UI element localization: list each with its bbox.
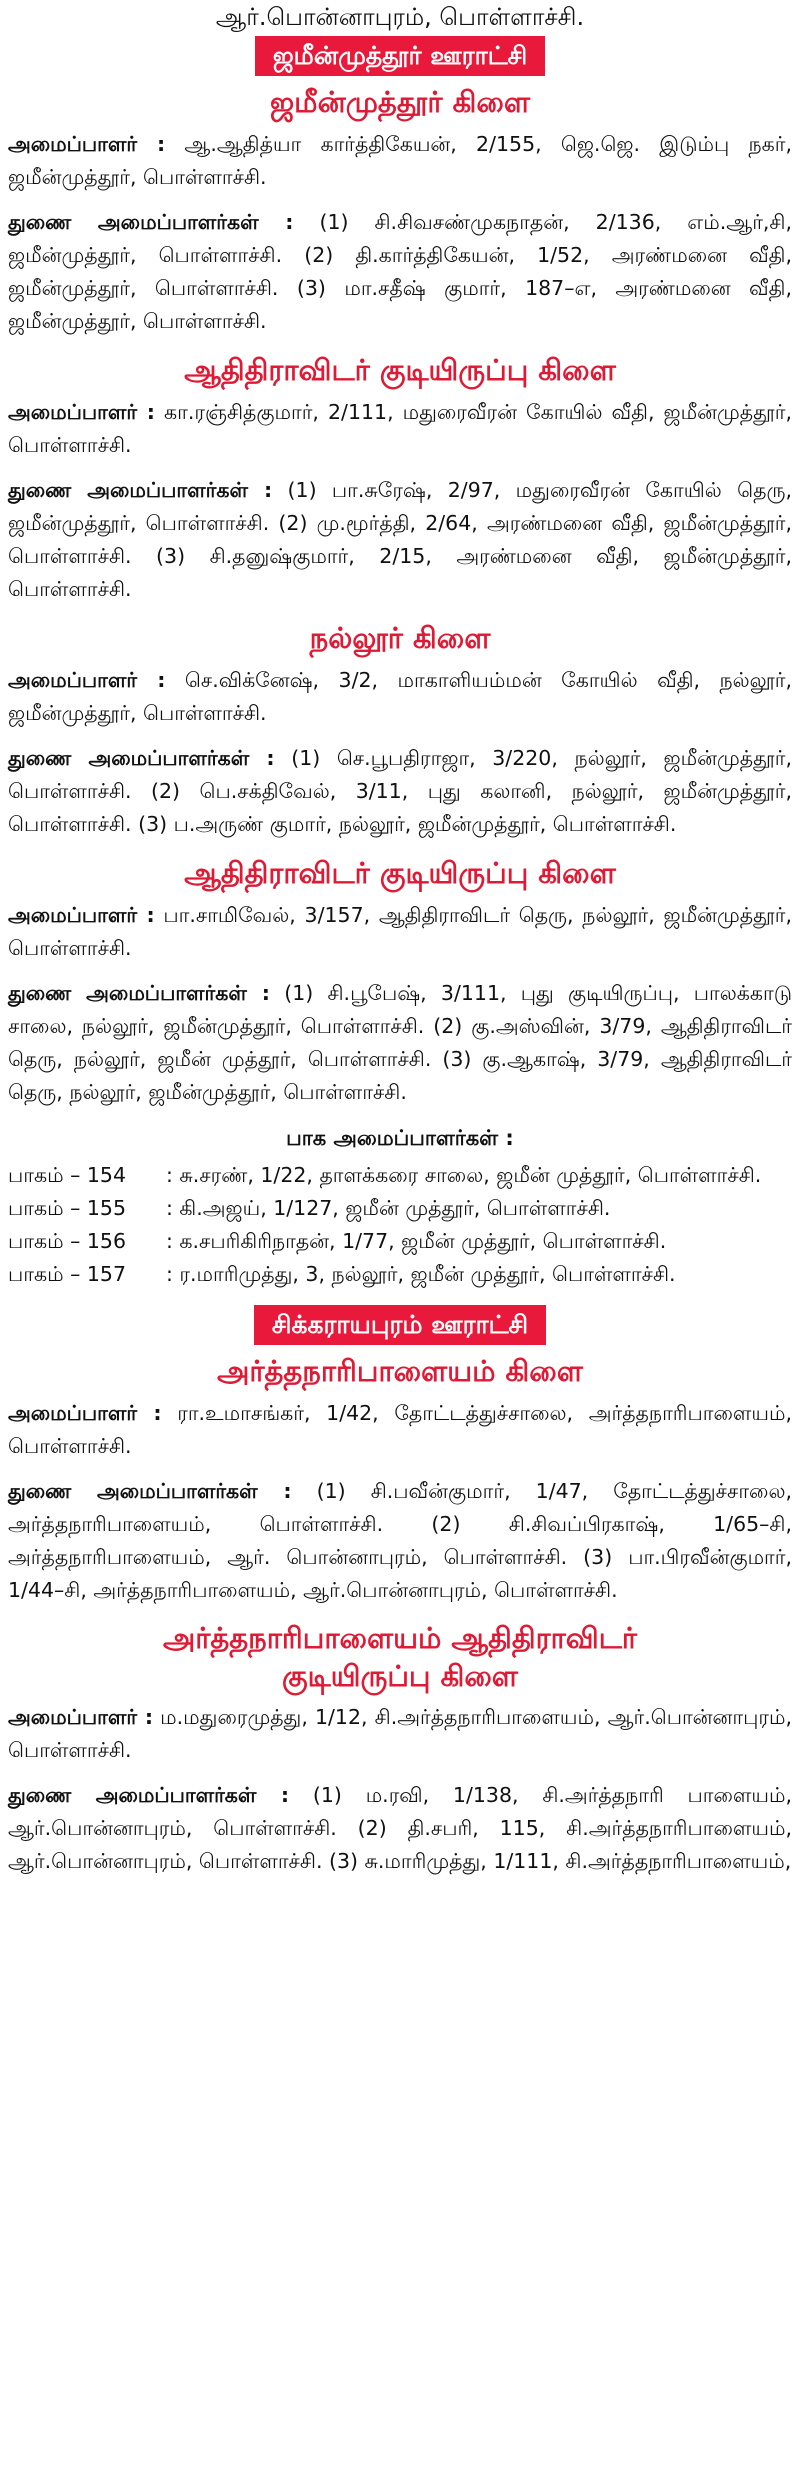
deputy-label: துணை அமைப்பாளர்கள் : <box>8 1783 290 1807</box>
organizer-text: செ.விக்னேஷ், 3/2, மாகாளியம்மன் கோயில் வீதி, நல்லூர், ஜமீன்முத்தூர், பொள்ளாச்சி. <box>8 668 792 725</box>
spacer <box>0 1291 800 1303</box>
deputy-label: துணை அமைப்பாளர்கள் : <box>8 478 273 502</box>
booth-label: பாகம் – 157 <box>8 1262 126 1286</box>
booth-label: பாகம் – 156 <box>8 1229 126 1253</box>
branch-nallur <box>0 618 800 841</box>
deputy-label: துணை அமைப்பாளர்கள் : <box>8 981 270 1005</box>
organizer-label: அமைப்பாளர் : <box>8 132 166 156</box>
section-banner-jameenmuthur: ஜமீன்முத்தூர் ஊராட்சி <box>255 36 545 76</box>
deputy-text: (1) செ.பூபதிராஜா, 3/220, நல்லூர், ஜமீன்முத்தூர், பொள்ளாச்சி. (2) பெ.சக்திவேல், 3/11, புது கலானி, நல்லூர், ஜமீன்முத்தூர், பொள்ளாச்சி. (3) ப.அருண் குமார், நல்லூர், ஜமீன்முத்தூர், பொள்ளாச்சி. <box>8 746 792 836</box>
section-banner-sikkarayapuram: சிக்கராயபுரம் ஊராட்சி <box>254 1305 546 1345</box>
deputy-paragraph <box>8 1779 792 1878</box>
booth-row <box>8 1159 792 1192</box>
organizer-text: கா.ரஞ்சித்குமார், 2/111, மதுரைவீரன் கோயில் வீதி, ஜமீன்முத்தூர், பொள்ளாச்சி. <box>8 400 792 457</box>
branch-title: ஆதிதிராவிடர் குடியிருப்பு கிளை <box>184 856 616 890</box>
organizer-paragraph <box>8 899 792 965</box>
deputy-label: துணை அமைப்பாளர்கள் : <box>8 746 275 770</box>
booth-text: : ர.மாரிமுத்து, 3, நல்லூர், ஜமீன் முத்தூர், பொள்ளாச்சி. <box>166 1262 676 1286</box>
deputy-paragraph <box>8 977 792 1109</box>
booth-row <box>8 1258 792 1291</box>
deputy-label: துணை அமைப்பாளர்கள் : <box>8 210 294 234</box>
organizer-text: ம.மதுரைமுத்து, 1/12, சி.அர்த்தநாரிபாளையம், ஆர்.பொன்னாபுரம், பொள்ளாச்சி. <box>8 1705 792 1762</box>
branch-arthanaripalayam-adidravidar <box>0 1619 800 1878</box>
booth-header: பாக அமைப்பாளர்கள் : <box>286 1126 514 1150</box>
section-banner-wrap <box>0 36 800 76</box>
deputy-text: (1) சி.சிவசண்முகநாதன், 2/136, எம்.ஆர்,சி, ஜமீன்முத்தூர், பொள்ளாச்சி. (2) தி.கார்த்திகேயன், 1/52, அரண்மனை வீதி, ஜமீன்முத்தூர், பொள்ளாச்சி. (3) மா.சதீஷ் குமார், 187–எ, அரண்மனை வீதி, ஜமீன்முத்தூர், பொள்ளாச்சி. <box>8 210 792 333</box>
branch-arthanaripalayam <box>0 1351 800 1607</box>
deputy-paragraph <box>8 1475 792 1607</box>
booth-organizers <box>0 1121 800 1303</box>
branch-adidravidar-2 <box>0 853 800 1109</box>
organizer-label: அமைப்பாளர் : <box>8 1705 154 1729</box>
deputy-text: (1) பா.சுரேஷ், 2/97, மதுரைவீரன் கோயில் தெரு, ஜமீன்முத்தூர், பொள்ளாச்சி. (2) மு.மூர்த்தி, 2/64, அரண்மனை வீதி, ஜமீன்முத்தூர், பொள்ளாச்சி. (3) சி.தனுஷ்குமார், 2/15, அரண்மனை வீதி, ஜமீன்முத்தூர், பொள்ளாச்சி. <box>8 478 792 601</box>
organizer-paragraph <box>8 128 792 194</box>
deputy-paragraph <box>8 742 792 841</box>
branch-title: நல்லூர் கிளை <box>309 621 491 655</box>
branch-title: ஆதிதிராவிடர் குடியிருப்பு கிளை <box>184 353 616 387</box>
deputy-text: (1) சி.பவீன்குமார், 1/47, தோட்டத்துச்சாலை, அர்த்தநாரிபாளையம், பொள்ளாச்சி. (2) சி.சிவப்பிரகாஷ், 1/65–சி, அர்த்தநாரிபாளையம், ஆர். பொன்னாபுரம், பொள்ளாச்சி. (3) பா.பிரவீன்குமார், 1/44–சி, அர்த்தநாரிபாளையம், ஆர்.பொன்னாபுரம், பொள்ளாச்சி. <box>8 1479 792 1602</box>
deputy-text: (1) சி.பூபேஷ், 3/111, புது குடியிருப்பு, பாலக்காடு சாலை, நல்லூர், ஜமீன்முத்தூர், பொள்ளாச்சி. (2) கு.அஸ்வின், 3/79, ஆதிதிராவிடர் தெரு, நல்லூர், ஜமீன் முத்தூர், பொள்ளாச்சி. (3) கு.ஆகாஷ், 3/79, ஆதிதிராவிடர் தெரு, நல்லூர், ஜமீன்முத்தூர், பொள்ளாச்சி. <box>8 981 793 1104</box>
branch-title: ஜமீன்முத்தூர் கிளை <box>270 85 530 119</box>
branch-title: அர்த்தநாரிபாளையம் கிளை <box>217 1354 583 1388</box>
organizer-label: அமைப்பாளர் : <box>8 668 166 692</box>
top-fragment-text: ஆர்.பொன்னாபுரம், பொள்ளாச்சி. <box>215 3 585 31</box>
branch-title <box>0 1619 800 1695</box>
branch-title-line: குடியிருப்பு கிளை <box>282 1659 518 1693</box>
branch-title-line: அர்த்தநாரிபாளையம் ஆதிதிராவிடர் <box>163 1621 637 1655</box>
booth-row <box>8 1192 792 1225</box>
deputy-label: துணை அமைப்பாளர்கள் : <box>8 1479 292 1503</box>
booth-text: : கி.அஜய், 1/127, ஜமீன் முத்தூர், பொள்ளாச்சி. <box>166 1196 611 1220</box>
branch-jameenmuthur <box>0 82 800 338</box>
organizer-label: அமைப்பாளர் : <box>8 903 155 927</box>
booth-label: பாகம் – 154 <box>8 1163 126 1187</box>
organizer-label: அமைப்பாளர் : <box>8 400 155 424</box>
deputy-paragraph <box>8 474 792 606</box>
booth-text: : க.சபரிகிரிநாதன், 1/77, ஜமீன் முத்தூர், பொள்ளாச்சி. <box>166 1229 667 1253</box>
booth-text: : சு.சரண், 1/22, தாளக்கரை சாலை, ஜமீன் முத்தூர், பொள்ளாச்சி. <box>166 1163 762 1187</box>
deputy-paragraph <box>8 206 792 338</box>
booth-row <box>8 1225 792 1258</box>
deputy-text: (1) ம.ரவி, 1/138, சி.அர்த்தநாரி பாளையம், ஆர்.பொன்னாபுரம், பொள்ளாச்சி. (2) தி.சபரி, 115, சி.அர்த்தநாரிபாளையம், ஆர்.பொன்னாபுரம், பொள்ளாச்சி. (3) சு.மாரிமுத்து, 1/111, சி.அர்த்தநாரிபாளையம், <box>8 1783 792 1873</box>
organizer-paragraph <box>8 1701 792 1767</box>
booth-label: பாகம் – 155 <box>8 1196 126 1220</box>
section-banner-wrap <box>0 1305 800 1345</box>
organizer-paragraph <box>8 396 792 462</box>
organizer-text: ஆ.ஆதித்யா கார்த்திகேயன், 2/155, ஜெ.ஜெ. இடும்பு நகர், ஜமீன்முத்தூர், பொள்ளாச்சி. <box>8 132 792 189</box>
organizer-text: பா.சாமிவேல், 3/157, ஆதிதிராவிடர் தெரு, நல்லூர், ஜமீன்முத்தூர், பொள்ளாச்சி. <box>8 903 792 960</box>
organizer-label: அமைப்பாளர் : <box>8 1401 162 1425</box>
organizer-paragraph <box>8 664 792 730</box>
organizer-paragraph <box>8 1397 792 1463</box>
branch-adidravidar-1 <box>0 350 800 606</box>
organizer-text: ரா.உமாசங்கர், 1/42, தோட்டத்துச்சாலை, அர்த்தநாரிபாளையம், பொள்ளாச்சி. <box>8 1401 792 1458</box>
